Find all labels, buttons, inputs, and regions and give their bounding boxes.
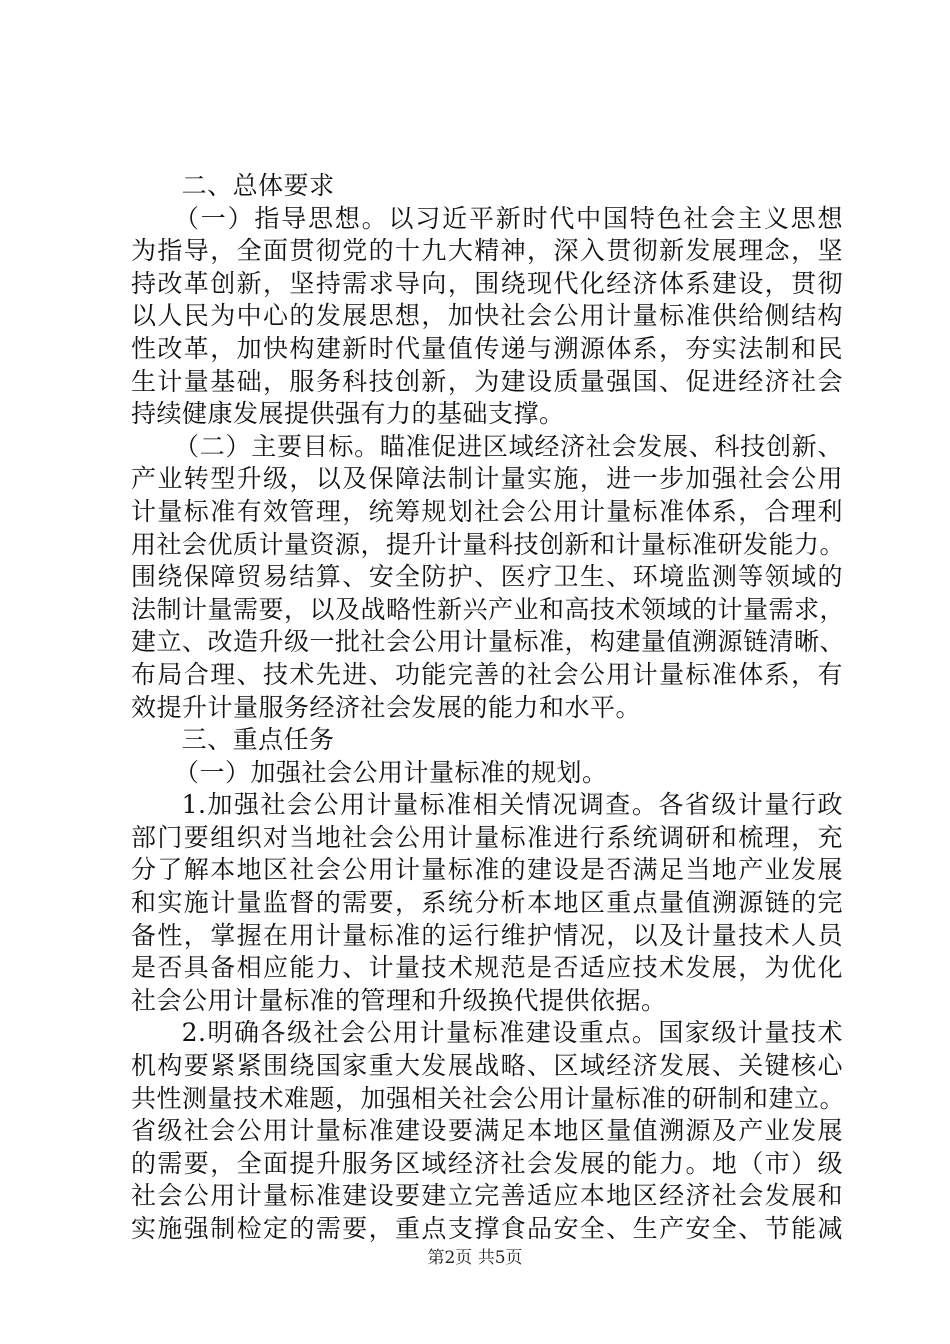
text-line: （一）指导思想。以习近平新时代中国特色社会主义思想 — [174, 203, 843, 233]
text-line: 实施强制检定的需要，重点支撑食品安全、生产安全、节能减 — [131, 1214, 843, 1243]
text-line: 省级社会公用计量标准建设要满足本地区量值溯源及产业发展 — [131, 1116, 843, 1146]
text-line: 的需要，全面提升服务区域经济社会发展的能力。地（市）级 — [131, 1148, 843, 1178]
text-line: 性改革，加快构建新时代量值传递与溯源体系，夯实法制和民 — [131, 333, 843, 363]
text-line: 是否具备相应能力、计量技术规范是否适应技术发展，为优化 — [131, 953, 843, 983]
page-footer: 第2页 共5页 — [427, 1248, 523, 1268]
text-line: 法制计量需要，以及战略性新兴产业和高技术领域的计量需求， — [131, 594, 846, 624]
text-line: 共性测量技术难题，加强相关社会公用计量标准的研制和建立。 — [131, 1083, 846, 1113]
text-line: 建立、改造升级一批社会公用计量标准，构建量值溯源链清晰、 — [131, 627, 846, 657]
text-line: 以人民为中心的发展思想，加快社会公用计量标准供给侧结构 — [131, 301, 843, 331]
text-line: 持改革创新，坚持需求导向，围绕现代化经济体系建设，贯彻 — [131, 268, 843, 298]
text-line: 和实施计量监督的需要，系统分析本地区重点量值溯源链的完 — [131, 888, 843, 918]
text-line: 产业转型升级，以及保障法制计量实施，进一步加强社会公用 — [131, 464, 843, 494]
text-line: 效提升计量服务经济社会发展的能力和水平。 — [131, 692, 642, 722]
text-line: 布局合理、技术先进、功能完善的社会公用计量标准体系，有 — [131, 659, 843, 689]
text-line: （二）主要目标。瞄准促进区域经济社会发展、科技创新、 — [174, 431, 843, 461]
text-line: 用社会优质计量资源，提升计量科技创新和计量标准研发能力。 — [131, 529, 846, 559]
text-line: 社会公用计量标准建设要建立完善适应本地区经济社会发展和 — [131, 1181, 843, 1211]
text-line: 社会公用计量标准的管理和升级换代提供依据。 — [131, 985, 667, 1015]
section-heading: （一）加强社会公用计量标准的规划。 — [174, 757, 608, 787]
text-line: 分了解本地区社会公用计量标准的建设是否满足当地产业发展 — [131, 855, 843, 885]
section-heading: 二、总体要求 — [181, 171, 335, 200]
text-line: 1.加强社会公用计量标准相关情况调查。各省级计量行政 — [181, 790, 843, 820]
text-line: 2.明确各级社会公用计量标准建设重点。国家级计量技术 — [181, 1018, 843, 1048]
document-body — [131, 170, 846, 1246]
text-line: 计量标准有效管理，统筹规划社会公用计量标准体系，合理利 — [131, 496, 843, 526]
text-line: 生计量基础，服务科技创新，为建设质量强国、促进经济社会 — [131, 366, 843, 396]
text-line: 为指导，全面贯彻党的十九大精神，深入贯彻新发展理念，坚 — [131, 236, 843, 266]
text-line: 围绕保障贸易结算、安全防护、医疗卫生、环境监测等领域的 — [131, 562, 843, 592]
section-heading: 三、重点任务 — [181, 725, 335, 755]
text-line: 机构要紧紧围绕国家重大发展战略、区域经济发展、关键核心 — [131, 1051, 843, 1081]
text-line: 备性，掌握在用计量标准的运行维护情况，以及计量技术人员 — [131, 920, 843, 950]
text-line: 部门要组织对当地社会公用计量标准进行系统调研和梳理，充 — [131, 822, 843, 852]
text-line: 持续健康发展提供强有力的基础支撑。 — [131, 399, 565, 429]
